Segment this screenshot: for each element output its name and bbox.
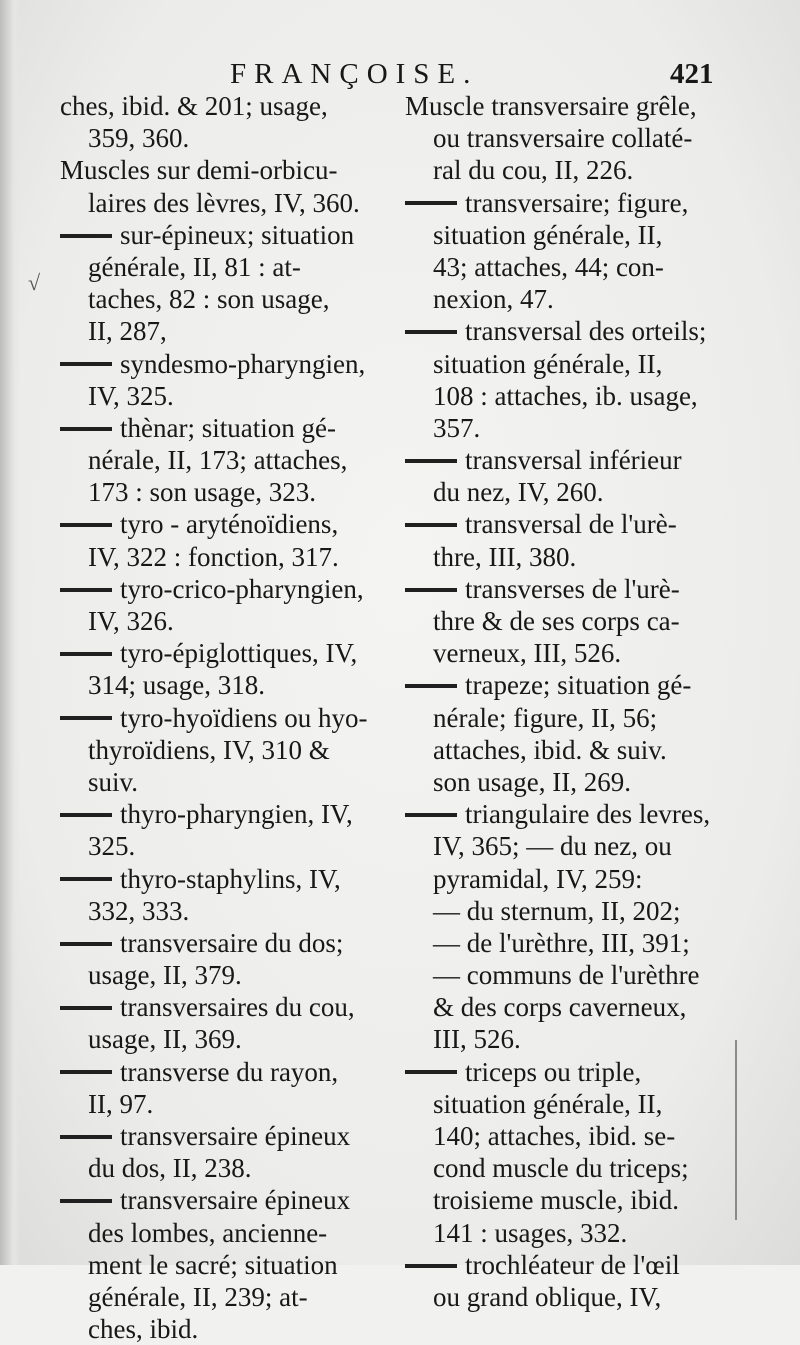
index-entry-text: usage, II, 379. bbox=[88, 960, 242, 991]
index-line bbox=[60, 283, 380, 315]
index-entry-text: thyro-staphylins, IV, bbox=[120, 863, 341, 894]
index-entry-text: transversaire; figure, bbox=[465, 187, 689, 218]
index-line bbox=[405, 927, 720, 959]
ditto-dash bbox=[60, 588, 112, 592]
index-entry-text: II, 97. bbox=[88, 1088, 154, 1119]
index-entry-text: triceps ou triple, bbox=[465, 1056, 642, 1087]
ditto-dash bbox=[60, 716, 112, 720]
index-line bbox=[60, 927, 380, 959]
index-entry-text: du nez, IV, 260. bbox=[433, 477, 604, 508]
index-entry-text: transversaire épineux bbox=[120, 1185, 351, 1216]
index-entry-text: tyro-épiglottiques, IV, bbox=[120, 638, 358, 669]
index-line bbox=[405, 348, 720, 380]
index-line bbox=[405, 412, 720, 444]
index-line bbox=[60, 798, 380, 830]
index-entry-text: tyro - aryténoïdiens, bbox=[120, 509, 339, 540]
index-entry-text: syndesmo-pharyngien, bbox=[120, 348, 366, 379]
index-line bbox=[60, 1313, 380, 1345]
index-line bbox=[60, 702, 380, 734]
index-entry-text: — communs de l'urèthre bbox=[433, 960, 700, 991]
index-line bbox=[60, 1056, 380, 1088]
index-entry-text: IV, 325. bbox=[88, 380, 174, 411]
index-line bbox=[405, 991, 720, 1023]
index-entry-text: II, 287, bbox=[88, 316, 167, 347]
index-line bbox=[405, 637, 720, 669]
index-line bbox=[405, 541, 720, 573]
index-line bbox=[405, 1056, 720, 1088]
index-line bbox=[405, 1152, 720, 1184]
index-line bbox=[405, 1217, 720, 1249]
ditto-dash bbox=[60, 1199, 112, 1203]
index-entry-text: transversaire épineux bbox=[120, 1121, 351, 1151]
index-entry-text: — de l'urèthre, III, 391; bbox=[433, 927, 690, 958]
index-line bbox=[60, 1023, 380, 1055]
ditto-dash bbox=[60, 1070, 112, 1074]
index-entry-text: taches, 82 : son usage, bbox=[88, 284, 330, 315]
index-line bbox=[405, 798, 720, 830]
ditto-dash bbox=[60, 1006, 112, 1010]
index-line bbox=[60, 444, 380, 476]
index-line bbox=[60, 1184, 380, 1216]
running-title: FRANÇOISE. bbox=[230, 58, 479, 90]
index-line bbox=[60, 830, 380, 862]
index-line bbox=[405, 702, 720, 734]
ditto-dash bbox=[405, 588, 457, 592]
index-line bbox=[405, 380, 720, 412]
index-entry-text: situation générale, II, bbox=[433, 219, 663, 250]
index-entry-text: générale, II, 81 : at- bbox=[88, 251, 301, 282]
index-entry-text: 141 : usages, 332. bbox=[433, 1217, 628, 1248]
index-line bbox=[60, 734, 380, 766]
ditto-dash bbox=[60, 234, 112, 238]
index-entry-text: 43; attaches, 44; con- bbox=[433, 251, 664, 282]
index-line bbox=[60, 219, 380, 251]
index-entry-text: thyro-pharyngien, IV, bbox=[120, 799, 353, 830]
index-line bbox=[405, 830, 720, 862]
index-entry-text: thènar; situation gé- bbox=[120, 412, 336, 443]
index-entry-text: 325. bbox=[88, 831, 136, 862]
ditto-dash bbox=[405, 1070, 457, 1074]
index-line bbox=[405, 895, 720, 927]
index-line bbox=[405, 959, 720, 991]
index-line bbox=[60, 541, 380, 573]
index-line bbox=[405, 219, 720, 251]
index-line bbox=[60, 348, 380, 380]
index-entry-text: transverses de l'urè- bbox=[465, 573, 680, 604]
index-line bbox=[60, 669, 380, 701]
ditto-dash bbox=[60, 652, 112, 656]
index-line bbox=[60, 1088, 380, 1120]
index-line bbox=[60, 1120, 380, 1152]
index-entry-text: nérale, II, 173; attaches, bbox=[88, 445, 348, 476]
ditto-dash bbox=[60, 427, 112, 431]
ditto-dash bbox=[405, 1264, 457, 1268]
index-line bbox=[60, 573, 380, 605]
ditto-dash bbox=[60, 1135, 112, 1139]
index-entry-text: nexion, 47. bbox=[433, 284, 554, 315]
index-line bbox=[405, 122, 720, 154]
index-entry-text: laires des lèvres, IV, 360. bbox=[88, 187, 360, 218]
index-entry-text: — du sternum, II, 202; bbox=[433, 895, 681, 926]
index-entry-text: ou grand oblique, IV, bbox=[433, 1281, 662, 1312]
index-entry-text: 314; usage, 318. bbox=[88, 670, 265, 701]
index-line bbox=[405, 90, 720, 122]
index-entry-text: cond muscle du triceps; bbox=[433, 1153, 689, 1184]
index-entry-text: IV, 365; — du nez, ou bbox=[433, 831, 672, 862]
index-line bbox=[405, 734, 720, 766]
index-line bbox=[60, 90, 380, 122]
index-entry-text: 357. bbox=[433, 412, 481, 443]
index-line bbox=[60, 1217, 380, 1249]
index-line bbox=[60, 187, 380, 219]
index-entry-text: des lombes, ancienne- bbox=[88, 1217, 328, 1248]
index-entry-text: tyro-crico-pharyngien, bbox=[120, 573, 364, 604]
index-line bbox=[405, 283, 720, 315]
index-entry-text: 173 : son usage, 323. bbox=[88, 477, 316, 508]
index-line bbox=[405, 251, 720, 283]
ditto-dash bbox=[405, 201, 457, 205]
index-entry-text: usage, II, 369. bbox=[88, 1024, 242, 1055]
index-entry-text: IV, 326. bbox=[88, 606, 174, 636]
index-entry-text: thre, III, 380. bbox=[433, 541, 577, 572]
page-binding-shadow bbox=[0, 0, 20, 1265]
index-entry-text: ou transversaire collaté- bbox=[433, 123, 693, 154]
index-entry-text: pyramidal, IV, 259: bbox=[433, 863, 643, 894]
index-line bbox=[60, 412, 380, 444]
index-entry-text: transversaire du dos; bbox=[120, 927, 344, 958]
index-entry-text: 108 : attaches, ib. usage, bbox=[433, 380, 698, 411]
index-entry-text: transversaires du cou, bbox=[120, 992, 355, 1023]
margin-rule bbox=[735, 1040, 737, 1220]
index-line bbox=[60, 605, 380, 637]
index-line bbox=[405, 1023, 720, 1055]
index-line bbox=[60, 895, 380, 927]
index-entry-text: générale, II, 239; at- bbox=[88, 1281, 308, 1312]
ditto-dash bbox=[405, 459, 457, 463]
ditto-dash bbox=[60, 942, 112, 946]
index-line bbox=[405, 154, 720, 186]
index-line bbox=[405, 863, 720, 895]
index-entry-text: III, 526. bbox=[433, 1024, 521, 1055]
index-line bbox=[60, 1152, 380, 1184]
index-entry-text: transverse du rayon, bbox=[120, 1056, 339, 1087]
index-entry-text: transversal inférieur bbox=[465, 445, 682, 476]
index-line bbox=[405, 187, 720, 219]
index-entry-text: triangulaire des levres, bbox=[465, 799, 711, 830]
index-entry-text: troisieme muscle, ibid. bbox=[433, 1185, 679, 1216]
index-entry-text: transversal des orteils; bbox=[465, 316, 707, 347]
index-line bbox=[405, 1281, 720, 1313]
index-line bbox=[60, 508, 380, 540]
ditto-dash bbox=[60, 523, 112, 527]
index-entry-text: trochléateur de l'œil bbox=[465, 1249, 680, 1280]
index-line bbox=[60, 1281, 380, 1313]
index-line bbox=[405, 669, 720, 701]
index-entry-text: ches, ibid. bbox=[88, 1314, 199, 1345]
index-line bbox=[405, 476, 720, 508]
index-entry-text: transversal de l'urè- bbox=[465, 509, 677, 540]
index-line bbox=[405, 573, 720, 605]
ditto-dash bbox=[60, 813, 112, 817]
page-header bbox=[0, 52, 800, 92]
index-entry-text: situation générale, II, bbox=[433, 1088, 663, 1119]
index-entry-text: IV, 322 : fonction, 317. bbox=[88, 541, 339, 572]
index-line bbox=[60, 637, 380, 669]
ditto-dash bbox=[60, 362, 112, 366]
index-entry-text: ches, ibid. & 201; usage, bbox=[60, 91, 328, 121]
index-entry-text: sur-épineux; situation bbox=[120, 219, 355, 250]
index-entry-text: Muscles sur demi-orbicu- bbox=[60, 155, 338, 186]
index-entry-text: ment le sacré; situation bbox=[88, 1249, 338, 1280]
index-entry-text: trapeze; situation gé- bbox=[465, 670, 692, 701]
index-line bbox=[60, 766, 380, 798]
index-entry-text: tyro-hyoïdiens ou hyo- bbox=[120, 702, 368, 733]
index-line bbox=[405, 315, 720, 347]
index-entry-text: ral du cou, II, 226. bbox=[433, 155, 634, 186]
index-entry-text: son usage, II, 269. bbox=[433, 766, 631, 797]
index-column-left bbox=[60, 90, 380, 1345]
index-line bbox=[60, 154, 380, 186]
index-entry-text: suiv. bbox=[88, 766, 139, 797]
ditto-dash bbox=[405, 813, 457, 817]
index-entry-text: situation générale, II, bbox=[433, 348, 663, 379]
index-line bbox=[60, 315, 380, 347]
index-entry-text: 140; attaches, ibid. se- bbox=[433, 1121, 676, 1151]
index-entry-text: attaches, ibid. & suiv. bbox=[433, 734, 667, 765]
index-entry-text: verneux, III, 526. bbox=[433, 638, 622, 669]
index-line bbox=[60, 251, 380, 283]
ditto-dash bbox=[405, 523, 457, 527]
index-line bbox=[405, 766, 720, 798]
index-line bbox=[60, 959, 380, 991]
index-entry-text: 359, 360. bbox=[88, 123, 190, 154]
index-entry-text: thyroïdiens, IV, 310 & bbox=[88, 734, 330, 765]
index-line bbox=[405, 1120, 720, 1152]
page-number: 421 bbox=[670, 58, 714, 90]
index-entry-text: 332, 333. bbox=[88, 895, 190, 926]
index-line bbox=[405, 605, 720, 637]
index-line bbox=[405, 444, 720, 476]
index-line bbox=[60, 122, 380, 154]
index-line bbox=[60, 380, 380, 412]
index-entry-text: du dos, II, 238. bbox=[88, 1153, 252, 1184]
index-line bbox=[60, 476, 380, 508]
index-column-right bbox=[405, 90, 720, 1313]
ditto-dash bbox=[60, 877, 112, 881]
ditto-dash bbox=[405, 684, 457, 688]
index-line bbox=[405, 1184, 720, 1216]
index-line bbox=[60, 991, 380, 1023]
index-entry-text: & des corps caverneux, bbox=[433, 992, 687, 1023]
ditto-dash bbox=[405, 330, 457, 334]
index-entry-text: thre & de ses corps ca- bbox=[433, 606, 680, 636]
index-line bbox=[60, 863, 380, 895]
index-entry-text: Muscle transversaire grêle, bbox=[405, 91, 697, 121]
index-line bbox=[405, 1088, 720, 1120]
index-entry-text: nérale; figure, II, 56; bbox=[433, 702, 658, 733]
index-line bbox=[405, 508, 720, 540]
margin-annotation: √ bbox=[28, 270, 41, 295]
